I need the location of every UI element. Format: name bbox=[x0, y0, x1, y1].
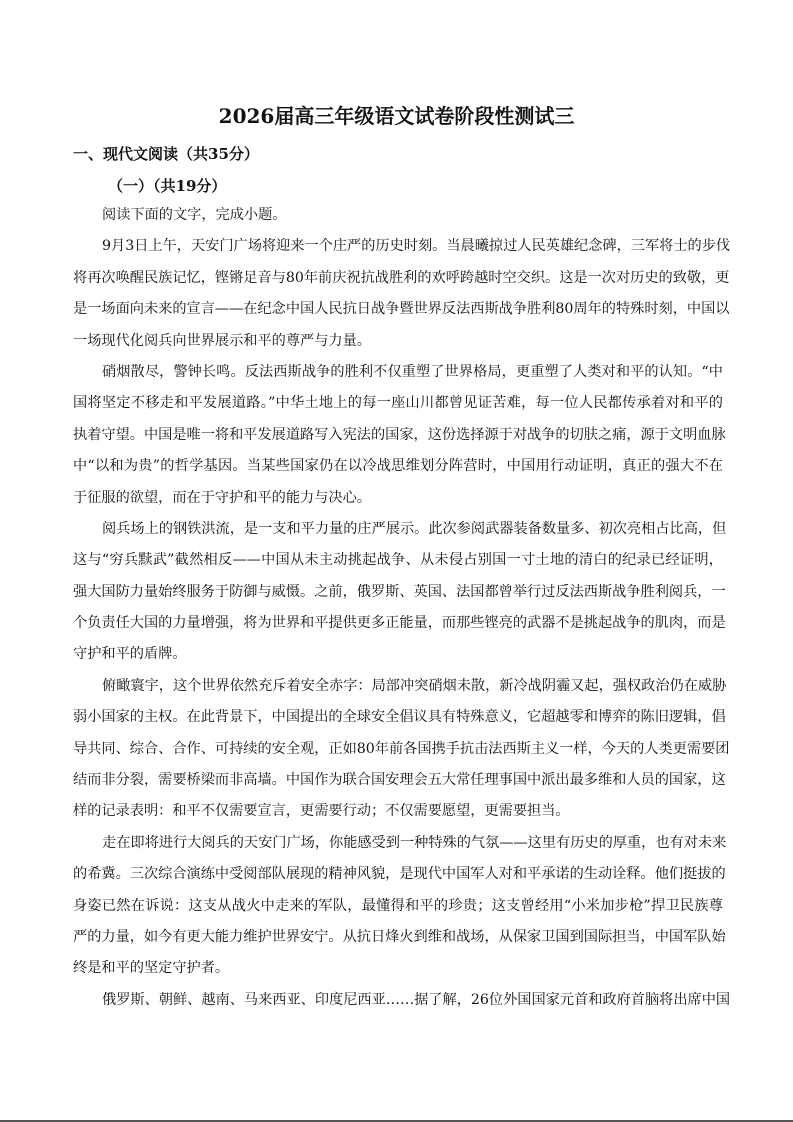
paragraph-line: 的希冀。三次综合演练中受阅部队展现的精神风貌，是现代中国军人对和平承诺的生动诠释。他们挺拔的 bbox=[73, 866, 726, 883]
paragraph-line: 国将坚定不移走和平发展道路。”中华土地上的每一座山川都曾见证苦难，每一位人民都传承着对和平的 bbox=[73, 395, 723, 412]
paragraph-line: 终是和平的坚定守护者。 bbox=[73, 960, 230, 977]
section-heading: 一、现代文阅读（共35分） bbox=[73, 145, 259, 163]
paragraph-line: 中“以和为贵”的哲学基因。当某些国家仍在以冷战思维划分阵营时，中国用行动证明，真正的强大不在 bbox=[73, 458, 723, 475]
paragraph-line: 导共同、综合、合作、可持续的安全观，正如80年前各国携手抗击法西斯主义一样，今天的人类更需要团 bbox=[73, 740, 730, 757]
paragraph bbox=[73, 833, 727, 990]
passage-paragraphs bbox=[73, 236, 731, 1021]
paragraph-line: 样的记录表明：和平不仅需要宣言，更需要行动；不仅需要愿望，更需要担当。 bbox=[73, 803, 570, 820]
instruction-text: 阅读下面的文字，完成小题。 bbox=[102, 207, 287, 223]
paragraph-line: 俄罗斯、朝鲜、越南、马来西亚、印度尼西亚……据了解，26位外国国家元首和政府首脑将出席中国 bbox=[102, 991, 731, 1008]
paragraph-line: 走在即将进行大阅兵的天安门广场，你能感受到一种特殊的气氛——这里有历史的厚重，也有对未来 bbox=[102, 834, 727, 851]
paragraph bbox=[73, 990, 731, 1021]
paragraph-line: 强大国防力量始终服务于防御与威慑。之前，俄罗斯、英国、法国都曾举行过反法西斯战争胜利阅兵，一 bbox=[73, 583, 726, 600]
paragraph-line: 9月3日上午，天安门广场将迎来一个庄严的历史时刻。当晨曦掠过人民英雄纪念碑，三军将士的步伐 bbox=[102, 238, 731, 255]
subsection-heading: （一）（共19分） bbox=[108, 177, 227, 195]
paragraph-line: 俯瞰寰宇，这个世界依然充斥着安全赤字：局部冲突硝烟未散，新冷战阴霾又起，强权政治仍在威胁 bbox=[102, 677, 727, 694]
paragraph bbox=[73, 362, 726, 519]
paragraph-line: 严的力量，如今有更大能力维护世界安宁。从抗日烽火到维和战场，从保家卫国到国际担当，中国军队始 bbox=[73, 928, 726, 945]
paragraph-line: 硝烟散尽，警钟长鸣。反法西斯战争的胜利不仅重塑了世界格局，更重塑了人类对和平的认知。“中 bbox=[102, 363, 723, 380]
paragraph bbox=[73, 519, 727, 676]
paragraph bbox=[73, 676, 730, 833]
document-title: 2026届高三年级语文试卷阶段性测试三 bbox=[218, 104, 575, 128]
reading-passage bbox=[73, 205, 731, 1021]
paragraph bbox=[73, 236, 731, 362]
paragraph-line: 阅兵场上的钢铁洪流，是一支和平力量的庄严展示。此次参阅武器装备数量多、初次亮相占比高，但 bbox=[102, 520, 727, 537]
paragraph-line: 一场现代化阅兵向世界展示和平的尊严与力量。 bbox=[73, 332, 371, 349]
paragraph-line: 这与“穷兵黩武”截然相反——中国从未主动挑起战争、从未侵占别国一寸土地的清白的纪录已经证明， bbox=[73, 552, 723, 569]
paragraph-line: 是一场面向未来的宣言——在纪念中国人民抗日战争暨世界反法西斯战争胜利80周年的特殊时刻，中国以 bbox=[73, 301, 730, 318]
paragraph-line: 于征服的欲望，而在于守护和平的能力与决心。 bbox=[73, 489, 371, 506]
paragraph-line: 个负责任大国的力量增强，将为世界和平提供更多正能量，而那些铿亮的武器不是挑起战争的肌肉，而是 bbox=[73, 615, 726, 632]
paragraph-line: 结而非分裂，需要桥梁而非高墙。中国作为联合国安理会五大常任理事国中派出最多维和人员的国家，这 bbox=[73, 772, 726, 789]
paragraph-line: 将再次唤醒民族记忆，铿锵足音与80年前庆祝抗战胜利的欢呼跨越时空交织。这是一次对历史的致敬，更 bbox=[73, 269, 730, 286]
paragraph-line: 弱小国家的主权。在此背景下，中国提出的全球安全倡议具有特殊意义，它超越零和博弈的陈旧逻辑，倡 bbox=[73, 709, 726, 726]
paragraph-line: 身姿已然在诉说：这支从战火中走来的军队，最懂得和平的珍贵；这支曾经用“小米加步枪”捍卫民族尊 bbox=[73, 897, 723, 914]
paragraph-line: 守护和平的盾牌。 bbox=[73, 646, 187, 663]
paragraph-line: 执着守望。中国是唯一将和平发展道路写入宪法的国家，这份选择源于对战争的切肤之痛，源于文明血脉 bbox=[73, 426, 726, 443]
